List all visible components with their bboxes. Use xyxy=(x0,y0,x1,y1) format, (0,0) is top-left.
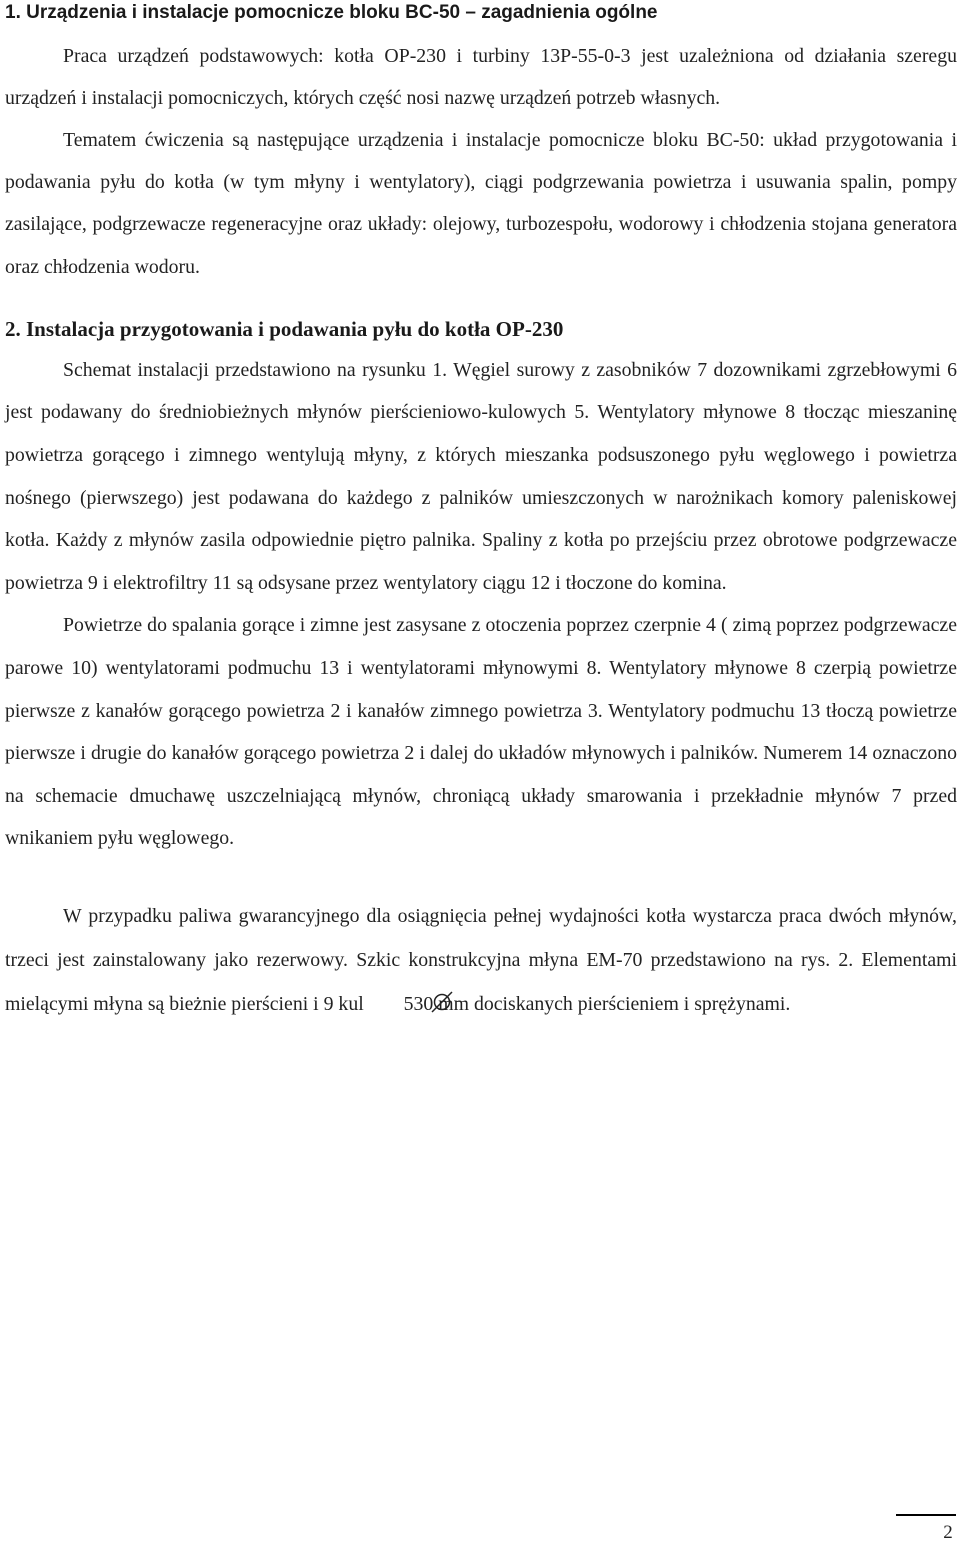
spacer xyxy=(5,288,957,316)
spacer xyxy=(5,860,957,894)
document-page xyxy=(5,0,957,1027)
section-1-heading: 1. Urządzenia i instalacje pomocnicze bloku BC-50 – zagadnienia ogólne xyxy=(5,2,658,23)
page-number: 2 xyxy=(943,1522,953,1543)
footer-rule xyxy=(896,1514,956,1516)
section-2-paragraph: Powietrze do spalania gorące i zimne jest zasysane z otoczenia poprzez czerpnie 4 ( zimą poprzez podgrzewacze parowe 10) wentylatorami podmuchu 13 i wentylatorami młynowymi 8. Wentylatory młynowe 8 czerpią powietrze pierwsze z kanałów gorącego powietrza 2 i kanałów zimnego powietrza 3. Wentylatory podmuchu 13 tłoczą powietrze pierwsze i drugie do kanałów gorącego powietrza 2 i dalej do układów młynowych i palników. Numerem 14 oznaczono na schemacie dmuchawę uszczelniającą młynów, chroniącą układy smarowania i przekładnie młynów 7 przed wnikaniem pyłu węglowego. xyxy=(5,614,957,850)
section-1-paragraph: Tematem ćwiczenia są następujące urządzenia i instalacje pomocnicze bloku BC-50: układ przygotowania i podawania pyłu do kotła (w tym młyny i wentylatory), ciągi podgrzewania powietrza i usuwania spalin, pompy zasilające, podgrzewacze regeneracyjne oraz układy: olejowy, turbozespołu, wodorowy i chłodzenia stojana generatora oraz chłodzenia wodoru. xyxy=(5,129,957,278)
section-2-paragraph-mills xyxy=(5,894,957,1027)
section-1-paragraph: Praca urządzeń podstawowych: kotła OP-230 i turbiny 13P-55-0-3 jest uzależniona od działania szeregu urządzeń i instalacji pomocniczych, których część nosi nazwę urządzeń potrzeb własnych. xyxy=(5,45,957,109)
diameter-symbol-icon xyxy=(373,985,395,1007)
section-2-paragraph: Schemat instalacji przedstawiono na rysunku 1. Węgiel surowy z zasobników 7 dozownikami zgrzebłowymi 6 jest podawany do średniobieżnych młynów pierścieniowo-kulowych 5. Wentylatory młynowe 8 tłocząc mieszaninę powietrza gorącego i zimnego wentylują młyny, z których mieszanka podsuszonego pyłu węglowego i powietrza nośnego (pierwszego) jest podawana do każdego z palników umieszczonych w narożnikach komory paleniskowej kotła. Każdy z młynów zasila odpowiednie piętro palnika. Spaliny z kotła po przejściu przez obrotowe podgrzewacze powietrza 9 i elektrofiltry 11 są odsysane przez wentylatory ciągu 12 i tłoczone do komina. xyxy=(5,358,957,594)
text-after-diameter: 530 mm dociskanych pierścieniem i sprężynami. xyxy=(403,993,791,1016)
section-2-heading: 2. Instalacja przygotowania i podawania pyłu do kotła OP-230 xyxy=(5,316,564,341)
text-before-diameter: W przypadku paliwa gwarancyjnego dla osiągnięcia pełnej wydajności kotła wystarcza praca dwóch młynów, trzeci jest zainstalowany jako rezerwowy. Szkic konstrukcyjna młyna EM-70 przedstawiono na rys. 2. Elementami mielącymi młyna są bieżnie pierścieni i 9 kul xyxy=(5,904,957,1016)
